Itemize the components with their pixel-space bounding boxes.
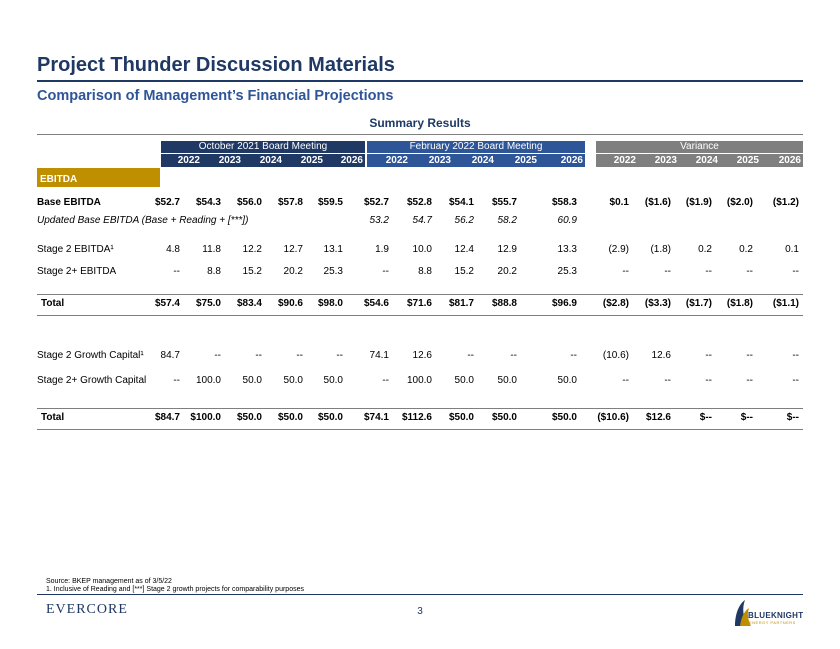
table-cell-oct: 8.8 — [207, 266, 221, 277]
table-cell-oct: 84.7 — [160, 350, 180, 361]
table-cell-feb: $71.6 — [406, 298, 432, 309]
table-cell-feb: 53.2 — [369, 215, 389, 226]
table-cell-var: -- — [746, 375, 753, 386]
table-cell-feb: 10.0 — [412, 244, 432, 255]
table-cell-feb: 12.6 — [412, 350, 432, 361]
year-header-cell: 2023 — [428, 155, 451, 166]
row-label: Base EBITDA — [37, 197, 101, 208]
table-cell-feb: $55.7 — [491, 197, 517, 208]
table-cell-oct: -- — [336, 350, 343, 361]
table-cell-oct: 20.2 — [283, 266, 303, 277]
table-row — [37, 196, 803, 210]
table-cell-oct: $59.5 — [317, 197, 343, 208]
table-cell-oct: $83.4 — [236, 298, 262, 309]
table-cell-feb: 58.2 — [497, 215, 517, 226]
table-cell-feb: -- — [570, 350, 577, 361]
year-header-cell: 2022 — [385, 155, 408, 166]
table-cell-feb: $50.0 — [491, 412, 517, 423]
year-header-variance — [596, 154, 803, 167]
table-cell-var: (10.6) — [602, 350, 629, 361]
section-divider — [37, 134, 803, 135]
table-cell-oct: $57.8 — [277, 197, 303, 208]
table-cell-feb: $52.7 — [363, 197, 389, 208]
table-cell-var: -- — [746, 350, 753, 361]
table-row — [37, 297, 803, 311]
table-row — [37, 374, 803, 388]
table-row — [37, 349, 803, 363]
table-cell-var: -- — [746, 266, 753, 277]
table-cell-oct: 12.2 — [242, 244, 262, 255]
table-cell-var: $-- — [740, 412, 753, 423]
table-cell-var: -- — [622, 375, 629, 386]
footer-divider — [37, 594, 803, 595]
page-number: 3 — [417, 606, 423, 617]
table-cell-feb: 100.0 — [406, 375, 432, 386]
table-cell-feb: 8.8 — [418, 266, 432, 277]
group-header-variance: Variance — [596, 141, 803, 153]
table-cell-var: ($1.9) — [685, 197, 712, 208]
table-cell-feb: 74.1 — [369, 350, 389, 361]
table-cell-oct: 25.3 — [323, 266, 343, 277]
group-header-october: October 2021 Board Meeting — [161, 141, 365, 153]
table-cell-oct: $75.0 — [195, 298, 221, 309]
page-subtitle: Comparison of Management’s Financial Projections — [37, 88, 394, 104]
table-cell-oct: -- — [296, 350, 303, 361]
year-header-cell: 2026 — [778, 155, 801, 166]
row-label: Stage 2 Growth Capital¹ — [37, 350, 144, 361]
table-cell-oct: $90.6 — [277, 298, 303, 309]
row-label: Total — [41, 412, 65, 423]
table-cell-var: ($3.3) — [644, 298, 671, 309]
table-cell-var: $0.1 — [609, 197, 629, 208]
table-cell-feb: $50.0 — [551, 412, 577, 423]
table-cell-var: ($1.7) — [685, 298, 712, 309]
table-cell-feb: -- — [382, 266, 389, 277]
blueknight-logo-text: BLUEKNIGHT — [748, 611, 804, 620]
row-label: Total — [41, 298, 65, 309]
table-cell-var: -- — [792, 350, 799, 361]
table-cell-oct: -- — [255, 350, 262, 361]
ebitda-section-label: EBITDA — [37, 168, 160, 187]
blueknight-logo-subtext: ENERGY PARTNERS — [749, 620, 796, 625]
group-header-february: February 2022 Board Meeting — [367, 141, 585, 153]
year-header-cell: 2024 — [471, 155, 494, 166]
table-cell-feb: 12.4 — [454, 244, 474, 255]
table-row — [37, 265, 803, 279]
table-cell-feb: $58.3 — [551, 197, 577, 208]
table-cell-feb: 54.7 — [412, 215, 432, 226]
table-cell-oct: -- — [173, 266, 180, 277]
table-cell-var: $-- — [699, 412, 712, 423]
table-cell-oct: 11.8 — [202, 244, 221, 255]
table-cell-feb: $54.6 — [363, 298, 389, 309]
page-title: Project Thunder Discussion Materials — [37, 54, 395, 76]
table-cell-feb: $52.8 — [406, 197, 432, 208]
year-header-cell: 2024 — [695, 155, 718, 166]
table-cell-var: -- — [664, 375, 671, 386]
table-cell-feb: -- — [382, 375, 389, 386]
table-cell-oct: $50.0 — [277, 412, 303, 423]
year-header-cell: 2025 — [736, 155, 759, 166]
table-cell-feb: $50.0 — [448, 412, 474, 423]
row-label: Stage 2 EBITDA¹ — [37, 244, 114, 255]
table-cell-oct: -- — [173, 375, 180, 386]
table-cell-feb: 1.9 — [375, 244, 389, 255]
table-cell-feb: $54.1 — [448, 197, 474, 208]
table-cell-oct: 50.0 — [242, 375, 262, 386]
table-cell-feb: 12.9 — [497, 244, 517, 255]
table-cell-feb: 25.3 — [557, 266, 577, 277]
table-cell-var: -- — [792, 266, 799, 277]
year-header-cell: 2026 — [340, 155, 363, 166]
table-cell-var: -- — [664, 266, 671, 277]
table-cell-oct: $56.0 — [236, 197, 262, 208]
table-cell-var: $12.6 — [645, 412, 671, 423]
table-cell-var: ($1.8) — [726, 298, 753, 309]
table-cell-feb: 60.9 — [557, 215, 577, 226]
year-header-cell: 2024 — [259, 155, 282, 166]
footnote: 1. Inclusive of Reading and [***] Stage 2 growth projects for comparability purposes — [46, 586, 304, 593]
table-cell-var: 0.1 — [785, 244, 799, 255]
year-header-cell: 2025 — [514, 155, 537, 166]
table-cell-var: 0.2 — [698, 244, 712, 255]
table-cell-var: ($10.6) — [597, 412, 629, 423]
table-cell-feb: $112.6 — [401, 412, 432, 423]
table-cell-feb: 56.2 — [454, 215, 474, 226]
table-cell-oct: 13.1 — [323, 244, 343, 255]
table-cell-feb: 50.0 — [454, 375, 474, 386]
table-cell-oct: $50.0 — [317, 412, 343, 423]
table-cell-feb: $74.1 — [363, 412, 389, 423]
table-cell-feb: 20.2 — [497, 266, 517, 277]
table-cell-feb: $88.8 — [491, 298, 517, 309]
table-cell-var: (2.9) — [608, 244, 629, 255]
table-cell-var: ($2.0) — [726, 197, 753, 208]
table-cell-var: ($1.1) — [772, 298, 799, 309]
table-cell-feb: $81.7 — [448, 298, 474, 309]
table-cell-var: 0.2 — [739, 244, 753, 255]
table-cell-feb: $96.9 — [551, 298, 577, 309]
table-cell-feb: -- — [510, 350, 517, 361]
year-header-october — [161, 154, 365, 167]
table-cell-oct: 4.8 — [166, 244, 180, 255]
table-cell-feb: 50.0 — [497, 375, 517, 386]
row-label: Stage 2+ Growth Capital — [37, 375, 147, 386]
title-divider — [37, 80, 803, 82]
row-label: Updated Base EBITDA (Base + Reading + [***]) — [37, 215, 249, 226]
table-cell-oct: $84.7 — [154, 412, 180, 423]
table-cell-oct: $50.0 — [236, 412, 262, 423]
table-cell-oct: 15.2 — [242, 266, 262, 277]
row-label: Stage 2+ EBITDA — [37, 266, 117, 277]
year-header-cell: 2022 — [613, 155, 636, 166]
table-row — [37, 214, 803, 228]
year-header-cell: 2026 — [560, 155, 583, 166]
table-cell-feb: 50.0 — [557, 375, 577, 386]
table-row — [37, 411, 803, 425]
table-cell-oct: $54.3 — [195, 197, 221, 208]
evercore-logo: EVERCORE — [46, 602, 128, 617]
year-header-cell: 2023 — [218, 155, 241, 166]
table-cell-var: -- — [705, 375, 712, 386]
table-cell-oct: -- — [214, 350, 221, 361]
year-header-cell: 2023 — [654, 155, 677, 166]
table-cell-var: ($1.6) — [644, 197, 671, 208]
table-cell-var: ($2.8) — [602, 298, 629, 309]
table-cell-oct: 12.7 — [283, 244, 303, 255]
source-note: Source: BKEP management as of 3/5/22 — [46, 578, 172, 585]
table-cell-var: -- — [792, 375, 799, 386]
table-cell-oct: $57.4 — [154, 298, 180, 309]
table-cell-var: $-- — [786, 412, 799, 423]
table-cell-feb: 15.2 — [454, 266, 474, 277]
table-cell-oct: 50.0 — [283, 375, 303, 386]
table-cell-var: (1.8) — [650, 244, 671, 255]
year-header-february — [367, 154, 585, 167]
table-cell-var: -- — [622, 266, 629, 277]
table-cell-oct: 100.0 — [195, 375, 221, 386]
table-cell-oct: $52.7 — [154, 197, 180, 208]
table-cell-var: -- — [705, 266, 712, 277]
table-cell-oct: $100.0 — [190, 412, 221, 423]
table-cell-var: ($1.2) — [772, 197, 799, 208]
table-row — [37, 243, 803, 257]
year-header-cell: 2025 — [300, 155, 323, 166]
year-header-cell: 2022 — [177, 155, 200, 166]
table-cell-oct: 50.0 — [323, 375, 343, 386]
table-cell-feb: 13.3 — [557, 244, 577, 255]
table-cell-oct: $98.0 — [317, 298, 343, 309]
table-cell-var: -- — [705, 350, 712, 361]
table-cell-feb: -- — [467, 350, 474, 361]
section-title: Summary Results — [369, 116, 471, 130]
table-cell-var: 12.6 — [651, 350, 671, 361]
